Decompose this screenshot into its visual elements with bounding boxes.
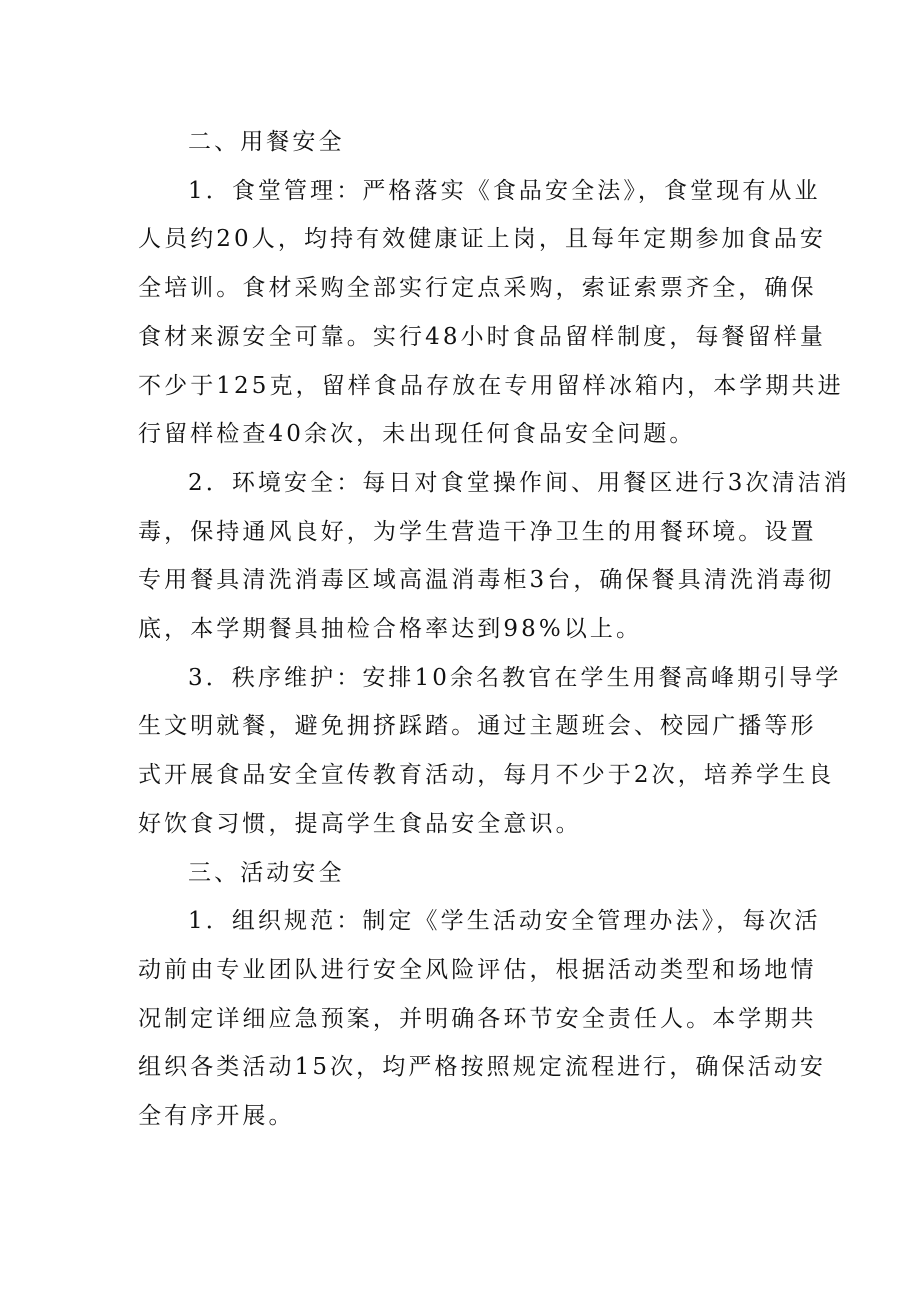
- paragraph-line: 生文明就餐，避免拥挤踩踏。通过主题班会、校园广播等形: [138, 713, 817, 740]
- paragraph-first-line: 2．环境安全：每日对食堂操作间、用餐区进行3次清洁消: [188, 469, 850, 496]
- paragraph-line: 好饮食习惯，提高学生食品安全意识。: [138, 810, 582, 837]
- paragraph-line: 人员约20人，均持有效健康证上岗，且每年定期参加食品安: [138, 226, 826, 253]
- document-body: [138, 118, 850, 1141]
- paragraph-line: 全培训。食材采购全部实行定点采购，索证索票齐全，确保: [138, 275, 817, 302]
- paragraph-first-line: 三、活动安全: [188, 859, 345, 886]
- paragraph-line: 动前由专业团队进行安全风险评估，根据活动类型和场地情: [138, 956, 817, 983]
- paragraph-line: 组织各类活动15次，均严格按照规定流程进行，确保活动安: [138, 1054, 826, 1081]
- paragraph-first-line: 3．秩序维护：安排10余名教官在学生用餐高峰期引导学: [188, 664, 842, 691]
- paragraph-line: 全有序开展。: [138, 1103, 295, 1130]
- paragraph-line: 式开展食品安全宣传教育活动，每月不少于2次，培养学生良: [138, 762, 835, 789]
- paragraph-first-line: 二、用餐安全: [188, 129, 345, 155]
- paragraph-line: 行留样检查40余次，未出现任何食品安全问题。: [138, 421, 696, 448]
- paragraph-line: 食材来源安全可靠。实行48小时食品留样制度，每餐留样量: [138, 323, 826, 350]
- paragraph-line: 不少于125克，留样食品存放在专用留样冰箱内，本学期共进: [138, 372, 844, 399]
- paragraph-line: 专用餐具清洗消毒区域高温消毒柜3台，确保餐具清洗消毒彻: [138, 567, 835, 594]
- paragraph-line: 况制定详细应急预案，并明确各环节安全责任人。本学期共: [138, 1005, 817, 1032]
- paragraph-line: 底，本学期餐具抽检合格率达到98%以上。: [138, 616, 643, 643]
- paragraph-first-line: 1．组织规范：制定《学生活动安全管理办法》，每次活: [188, 908, 821, 935]
- paragraph-line: 毒，保持通风良好，为学生营造干净卫生的用餐环境。设置: [138, 518, 817, 545]
- paragraph-first-line: 1．食堂管理：严格落实《食品安全法》，食堂现有从业: [188, 177, 821, 204]
